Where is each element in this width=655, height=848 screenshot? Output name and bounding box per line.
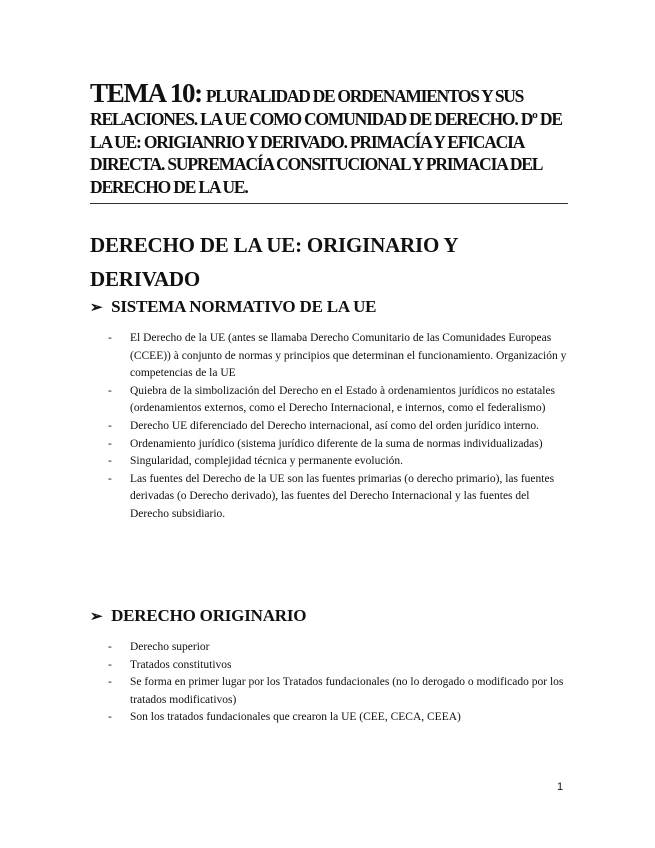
dash-bullet: - xyxy=(108,384,112,397)
subsection-heading-label: DERECHO ORIGINARIO xyxy=(111,606,307,625)
document-title xyxy=(90,78,568,204)
list-item xyxy=(108,709,568,727)
list-item-text: Tratados constitutivos xyxy=(130,658,232,671)
title-line: DERECHO DE LA UE. xyxy=(90,176,248,197)
list-item xyxy=(108,674,568,709)
list-item xyxy=(108,453,568,471)
list-item xyxy=(108,418,568,436)
dash-bullet: - xyxy=(108,332,112,344)
list-item xyxy=(108,471,568,524)
list-item-text: El Derecho de la UE (antes se llamaba Derecho Comunitario de las Comunidades Europeas (CCEE)) à conjunto de normas y principios que determinan el funcionamiento. Organización y competencias de la UE xyxy=(130,332,567,380)
list-item-text: Las fuentes del Derecho de la UE son las fuentes primarias (o derecho primario), las fuentes derivadas (o Derecho derivado), las fuentes del Derecho Internacional y las fuentes del Derecho subsidiario. xyxy=(130,472,555,520)
dash-bullet: - xyxy=(108,641,112,653)
dash-bullet: - xyxy=(108,711,112,724)
dash-bullet: - xyxy=(108,419,112,432)
title-line: RELACIONES. LA UE COMO COMUNIDAD DE DERECHO. Dº DE xyxy=(90,109,562,129)
list-item xyxy=(108,330,568,383)
bullet-list-sistema-normativo xyxy=(108,330,568,524)
list-item-text: Derecho superior xyxy=(130,641,210,653)
title-line: LA UE: ORIGIANRIO Y DERIVADO. PRIMACÍA Y EFICACIA xyxy=(90,131,525,152)
dash-bullet: - xyxy=(108,472,112,485)
list-item xyxy=(108,639,568,657)
list-item-text: Derecho UE diferenciado del Derecho internacional, así como del orden jurídico interno. xyxy=(130,419,540,432)
title-rest: PLURALIDAD DE ORDENAMIENTOS Y SUS xyxy=(205,86,524,106)
dash-bullet: - xyxy=(108,676,112,689)
dash-bullet: - xyxy=(108,455,112,468)
section-heading: DERECHO DE LA UE: ORIGINARIO Y DERIVADO xyxy=(90,233,458,291)
list-item-text: Se forma en primer lugar por los Tratados fundacionales (no lo derogado o modificado por los tratados modificativos) xyxy=(130,676,564,706)
list-item-text: Singularidad, complejidad técnica y permanente evolución. xyxy=(130,455,404,468)
list-item-text: Ordenamiento jurídico (sistema jurídico diferente de la suma de normas individualizadas) xyxy=(130,437,543,450)
subsection-heading-label: SISTEMA NORMATIVO DE LA UE xyxy=(111,297,377,316)
arrow-bullet-icon: ➢ xyxy=(90,609,103,625)
page-number: 1 xyxy=(557,781,564,793)
list-item xyxy=(108,657,568,675)
list-item-text: Quiebra de la simbolización del Derecho en el Estado à ordenamientos jurídicos no estatales (ordenamientos externos, como el Derecho Internacional, e internos, como el federalismo) xyxy=(130,384,556,415)
subsection-heading-sistema-normativo xyxy=(90,296,376,319)
title-line: DIRECTA. SUPREMACÍA CONSITUCIONAL Y PRIMACIA DEL xyxy=(90,154,543,174)
bullet-list-derecho-originario xyxy=(108,639,568,727)
list-item-text: Son los tratados fundacionales que crearon la UE (CEE, CECA, CEEA) xyxy=(130,711,461,724)
dash-bullet: - xyxy=(108,437,112,450)
title-lead: TEMA 10: xyxy=(90,78,202,108)
arrow-bullet-icon: ➢ xyxy=(90,300,103,316)
title-line xyxy=(90,78,568,108)
dash-bullet: - xyxy=(108,658,112,671)
list-item xyxy=(108,436,568,454)
list-item xyxy=(108,383,568,418)
subsection-heading-derecho-originario xyxy=(90,605,306,628)
